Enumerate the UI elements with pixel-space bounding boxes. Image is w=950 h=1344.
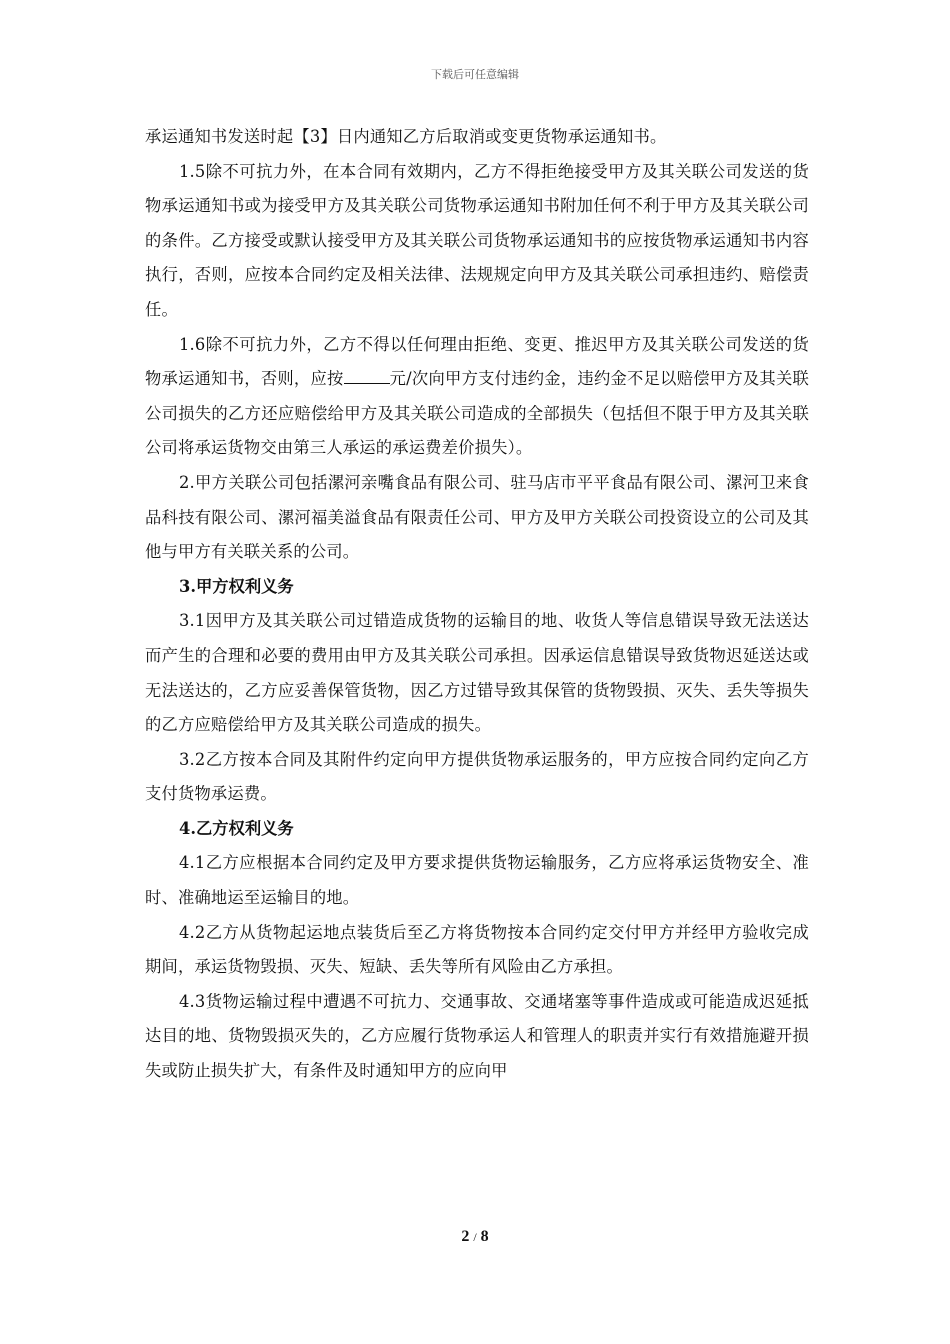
page-current: 2: [461, 1228, 470, 1245]
paragraph-2: 2.甲方关联公司包括漯河亲嘴食品有限公司、驻马店市平平食品有限公司、漯河卫来食品科技有限公司、漯河福美溢食品有限责任公司、甲方及甲方关联公司投资设立的公司及其他与甲方有关联关系的公司。: [145, 472, 809, 562]
page-number: [0, 1228, 950, 1246]
fill-in-blank: [344, 369, 390, 384]
paragraph-1-6-part-b: 元/次向甲方支付违约金，违约金不足以赔偿甲方及其关联公司损失的乙方还应赔偿给甲方及其关联公司造成的全部损失（包括但不限于甲方及其关联公司将承运货物交由第三人承运的承运费差价损失）。: [145, 369, 809, 458]
paragraph-continuation: 承运通知书发送时起【3】日内通知乙方后取消或变更货物承运通知书。: [145, 127, 667, 146]
paragraph-1-6: [145, 328, 809, 466]
paragraph-1-5: 1.5除不可抗力外，在本合同有效期内，乙方不得拒绝接受甲方及其关联公司发送的货物承运通知书或为接受甲方及其关联公司货物承运通知书附加任何不利于甲方及其关联公司的条件。乙方接受或默认接受甲方及其关联公司货物承运通知书的应按货物承运通知书内容执行，否则，应按本合同约定及相关法律、法规规定向甲方及其关联公司承担违约、赔偿责任。: [145, 161, 809, 319]
page-header: 下载后可任意编辑: [431, 68, 519, 81]
paragraph-3-2: 3.2乙方按本合同及其附件约定向甲方提供货物承运服务的，甲方应按合同约定向乙方支付货物承运费。: [145, 749, 809, 804]
section-heading-4: 4.乙方权利义务: [179, 818, 294, 838]
page-total: 8: [480, 1228, 489, 1245]
paragraph-4-2: 4.2乙方从货物起运地点装货后至乙方将货物按本合同约定交付甲方并经甲方验收完成期间，承运货物毁损、灭失、短缺、丢失等所有风险由乙方承担。: [145, 922, 809, 977]
document-body: [145, 120, 809, 1089]
paragraph-3-1: 3.1因甲方及其关联公司过错造成货物的运输目的地、收货人等信息错误导致无法送达而产生的合理和必要的费用由甲方及其关联公司承担。因承运信息错误导致货物迟延送达或无法送达的，乙方应妥善保管货物，因乙方过错导致其保管的货物毁损、灭失、丢失等损失的乙方应赔偿给甲方及其关联公司造成的损失。: [145, 611, 809, 735]
section-heading-3: 3.甲方权利义务: [179, 576, 294, 596]
paragraph-4-3: 4.3货物运输过程中遭遇不可抗力、交通事故、交通堵塞等事件造成或可能造成迟延抵达目的地、货物毁损灭失的，乙方应履行货物承运人和管理人的职责并实行有效措施避开损失或防止损失扩大，有条件及时通知甲方的应向甲: [145, 991, 809, 1081]
paragraph-4-1: 4.1乙方应根据本合同约定及甲方要求提供货物运输服务，乙方应将承运货物安全、准时、准确地运至运输目的地。: [145, 853, 809, 908]
paragraph-1-6-part-a: 1.6除不可抗力外，乙方不得以任何理由拒绝、变更、推迟甲方及其关联公司发送的货物承运通知书，否则，应按: [145, 334, 809, 389]
page-separator: /: [473, 1230, 477, 1244]
